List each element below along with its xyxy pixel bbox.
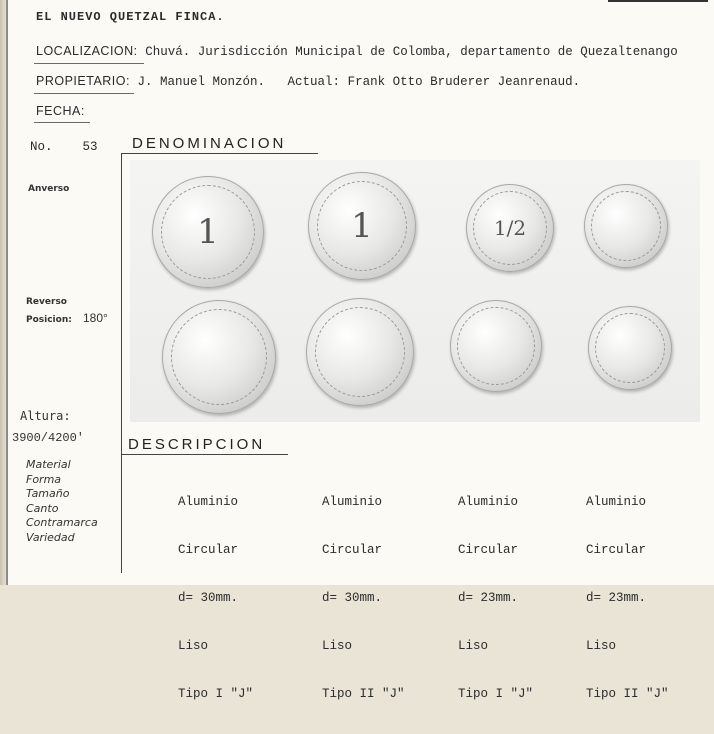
localizacion-value: Chuvá. Jurisdicción Municipal de Colomba, departamento de Quezaltenango — [145, 45, 678, 59]
coin-photo — [130, 160, 700, 422]
propietario-value: J. Manuel Monzón. — [137, 75, 266, 89]
col4-tamano: d= 23mm. — [586, 591, 647, 605]
canto-label: Canto — [26, 501, 59, 515]
col2-variedad: Tipo II "J" — [322, 687, 405, 701]
col4-variedad: Tipo II "J" — [586, 687, 669, 701]
coin-ring — [595, 313, 666, 384]
col3-forma: Circular — [458, 543, 519, 557]
col2-canto: Liso — [322, 639, 353, 653]
coin-3-value: 1/2 — [493, 216, 527, 240]
coin-4-reverse — [588, 306, 672, 390]
material-label: Material — [26, 458, 71, 471]
denominacion-heading: DENOMINACION — [132, 135, 287, 152]
col2-material: Aluminio — [322, 495, 383, 509]
col1-forma: Circular — [178, 543, 239, 557]
actual-value: Frank Otto Bruderer Jeanrenaud. — [347, 75, 581, 89]
coin-1-reverse — [162, 300, 276, 414]
propietario-row — [36, 74, 580, 89]
contramarca-label: Contramarca — [26, 516, 98, 529]
catalog-card — [6, 0, 714, 701]
coin-3-obverse — [466, 184, 554, 272]
coin-ring — [315, 307, 406, 398]
posicion-label: Posicion: — [26, 315, 72, 325]
fecha-label: FECHA: — [36, 104, 85, 118]
description-labels — [26, 458, 98, 545]
coin-2-reverse — [306, 298, 414, 406]
reverso-label: Reverso — [26, 297, 67, 307]
col3-variedad: Tipo I "J" — [458, 687, 534, 701]
description-col-1 — [178, 462, 253, 734]
coin-2-obverse — [308, 172, 416, 280]
col3-tamano: d= 23mm. — [458, 591, 519, 605]
coin-1-obverse — [152, 176, 264, 288]
no-label: No. — [30, 140, 53, 154]
col4-material: Aluminio — [586, 495, 647, 509]
col1-tamano: d= 30mm. — [178, 591, 239, 605]
description-col-2 — [322, 462, 405, 734]
col4-canto: Liso — [586, 639, 617, 653]
variedad-label: Variedad — [26, 530, 75, 544]
coin-2-value: 1 — [351, 206, 373, 246]
propietario-label: PROPIETARIO: — [36, 74, 130, 88]
fecha-underline — [34, 122, 90, 123]
altura-label: Altura: — [20, 409, 71, 423]
left-vertical-rule — [121, 153, 122, 573]
col2-tamano: d= 30mm. — [322, 591, 383, 605]
col3-canto: Liso — [458, 639, 489, 653]
denominacion-rule — [122, 153, 318, 154]
actual-label: Actual: — [287, 75, 341, 89]
col4-forma: Circular — [586, 543, 647, 557]
localizacion-label: LOCALIZACION: — [36, 44, 138, 58]
no-value: 53 — [82, 140, 98, 154]
anverso-label: Anverso — [28, 184, 70, 194]
card-title: EL NUEVO QUETZAL FINCA. — [36, 10, 225, 24]
coin-ring — [591, 191, 662, 262]
altura-value: 3900/4200' — [12, 431, 85, 445]
coin-ring — [457, 307, 534, 384]
col3-material: Aluminio — [458, 495, 519, 509]
col2-forma: Circular — [322, 543, 383, 557]
descripcion-heading: DESCRIPCION — [128, 436, 266, 453]
coin-1-value: 1 — [197, 212, 219, 252]
posicion-value: 180° — [83, 311, 108, 325]
tamano-label: Tamaño — [26, 487, 70, 500]
localizacion-row — [36, 44, 678, 59]
col1-canto: Liso — [178, 639, 209, 653]
coin-4-obverse — [584, 184, 668, 268]
top-rule — [608, 0, 708, 2]
description-col-4 — [586, 462, 669, 734]
descripcion-rule — [122, 454, 288, 455]
coin-3-reverse — [450, 300, 542, 392]
propietario-underline — [34, 93, 134, 94]
col1-variedad: Tipo I "J" — [178, 687, 254, 701]
forma-label: Forma — [26, 472, 62, 486]
record-number — [30, 140, 98, 154]
col1-material: Aluminio — [178, 495, 239, 509]
coin-ring — [171, 309, 267, 405]
localizacion-underline — [34, 63, 144, 64]
description-col-3 — [458, 462, 533, 734]
